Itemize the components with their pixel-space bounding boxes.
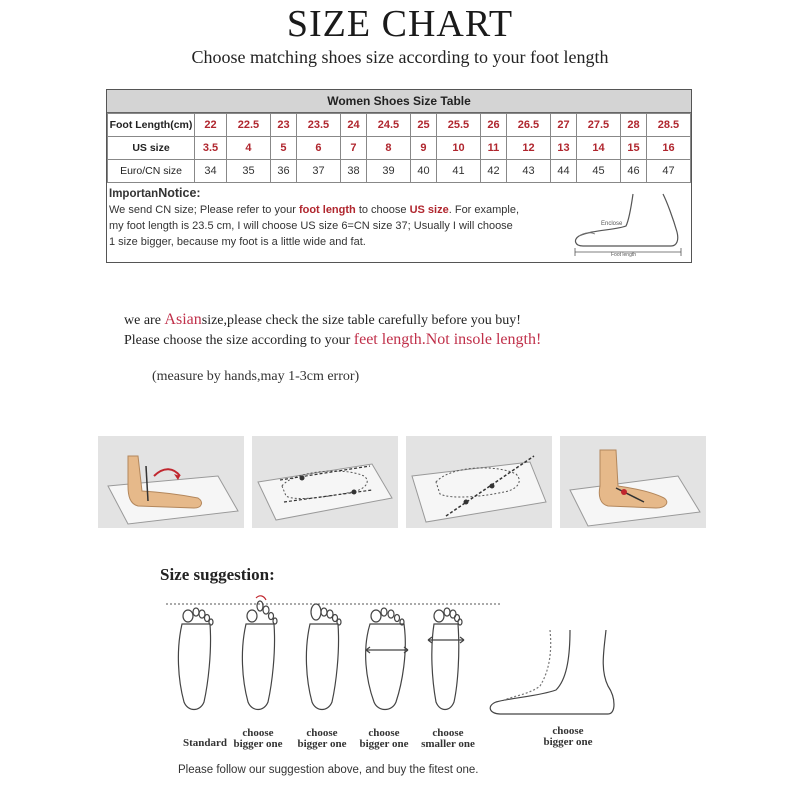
table-cell: 45 — [576, 160, 620, 183]
size-table — [106, 89, 692, 263]
table-cell: 34 — [195, 160, 227, 183]
size-suggestion-diagram — [160, 590, 630, 750]
table-cell: 44 — [550, 160, 576, 183]
notice-highlight-foot-length: foot length — [298, 204, 356, 216]
info-text: Please choose the size according to your — [124, 333, 354, 348]
table-cell: 28.5 — [646, 114, 690, 137]
foot-high-instep-icon — [490, 630, 614, 714]
page-title: SIZE CHART — [286, 3, 514, 45]
table-cell: 25.5 — [436, 114, 480, 137]
foot-big-toe-icon — [306, 604, 341, 710]
table-cell: 13 — [550, 137, 576, 160]
caption-smaller — [406, 728, 490, 750]
notice-highlight-us-size: US size — [409, 204, 449, 216]
caption-line: choose — [368, 727, 400, 739]
table-cell: 35 — [226, 160, 270, 183]
row-label-foot-length: Foot Length(cm) — [108, 114, 195, 137]
caption-line: choose — [242, 727, 274, 739]
table-cell: 24.5 — [366, 114, 410, 137]
table-cell: 23.5 — [296, 114, 340, 137]
asian-size-note — [124, 311, 521, 329]
notice-text: . For example, — [448, 204, 520, 216]
caption-line: bigger one — [297, 738, 347, 750]
info-highlight-feet-length: feet length.Not insole length! — [353, 331, 542, 348]
foot-wide-icon — [366, 608, 408, 710]
foot-long-toe-icon — [242, 596, 277, 710]
table-cell: 16 — [646, 137, 690, 160]
info-text: size,please check the size table carefully before you buy! — [201, 313, 521, 328]
caption-line: choose — [432, 727, 464, 739]
table-cell: 27 — [550, 114, 576, 137]
notice-block — [109, 185, 569, 250]
table-cell: 37 — [296, 160, 340, 183]
table-cell: 8 — [366, 137, 410, 160]
table-cell: 12 — [506, 137, 550, 160]
table-cell: 26 — [480, 114, 506, 137]
notice-line-2: my foot length is 23.5 cm, I will choose US size 6=CN size 37; Usually I will choose — [109, 220, 513, 232]
table-cell: 41 — [436, 160, 480, 183]
caption-line: bigger one — [233, 738, 283, 750]
caption-line: Standard — [182, 737, 228, 749]
table-cell: 42 — [480, 160, 506, 183]
photo-step-2 — [252, 436, 398, 528]
footer-note: Please follow our suggestion above, and buy the fitest one. — [178, 764, 479, 776]
choose-size-note — [124, 331, 541, 349]
table-cell: 39 — [366, 160, 410, 183]
notice-line-1 — [109, 202, 569, 218]
table-cell: 15 — [620, 137, 646, 160]
foot-measure-diagram — [571, 188, 687, 258]
table-cell: 28 — [620, 114, 646, 137]
notice-line-3: 1 size bigger, because my foot is a little wide and fat. — [109, 236, 366, 248]
size-suggestion-heading: Size suggestion: — [160, 565, 275, 584]
table-cell: 46 — [620, 160, 646, 183]
caption-line: smaller one — [421, 738, 475, 750]
notice-title-a: Importan — [109, 188, 159, 200]
notice-title-b: Notice: — [158, 186, 201, 200]
feet-outlines — [160, 590, 630, 720]
caption-line: bigger one — [359, 738, 409, 750]
table-cell: 47 — [646, 160, 690, 183]
measure-photo-strip — [98, 436, 706, 528]
table-cell: 38 — [340, 160, 366, 183]
caption-line: choose — [552, 725, 584, 737]
row-label-us-size: US size — [108, 137, 195, 160]
notice-title — [109, 185, 569, 202]
table-cell: 4 — [226, 137, 270, 160]
measure-note: (measure by hands,may 1-3cm error) — [152, 369, 360, 384]
table-cell: 3.5 — [195, 137, 227, 160]
table-cell: 14 — [576, 137, 620, 160]
caption-line: bigger one — [543, 736, 593, 748]
table-heading: Women Shoes Size Table — [107, 90, 691, 113]
page-subtitle: Choose matching shoes size according to your foot length — [191, 47, 609, 67]
table-cell: 5 — [270, 137, 296, 160]
photo-step-1 — [98, 436, 244, 528]
table-cell: 9 — [410, 137, 436, 160]
diagram-label-enclose: Enclose — [601, 221, 623, 227]
table-cell: 10 — [436, 137, 480, 160]
info-highlight-asian: Asian — [164, 311, 202, 328]
table-cell: 22.5 — [226, 114, 270, 137]
size-grid — [107, 113, 691, 183]
row-label-euro-cn-size: Euro/CN size — [108, 160, 195, 183]
notice-text: to choose — [355, 204, 410, 216]
diagram-label-foot-length: Foot length — [611, 252, 637, 258]
info-text: we are — [124, 313, 165, 328]
table-cell: 7 — [340, 137, 366, 160]
photo-step-3 — [406, 436, 552, 528]
table-cell: 27.5 — [576, 114, 620, 137]
table-cell: 22 — [195, 114, 227, 137]
table-cell: 25 — [410, 114, 436, 137]
foot-standard-icon — [178, 608, 213, 710]
photo-step-4 — [560, 436, 706, 528]
notice-text: We send CN size; Please refer to your — [109, 204, 299, 216]
table-cell: 6 — [296, 137, 340, 160]
table-row — [108, 114, 691, 137]
table-row — [108, 137, 691, 160]
table-cell: 26.5 — [506, 114, 550, 137]
caption-bigger-4 — [526, 726, 610, 748]
table-cell: 24 — [340, 114, 366, 137]
table-cell: 40 — [410, 160, 436, 183]
table-row — [108, 160, 691, 183]
caption-line: choose — [306, 727, 338, 739]
table-cell: 43 — [506, 160, 550, 183]
table-cell: 23 — [270, 114, 296, 137]
table-cell: 36 — [270, 160, 296, 183]
foot-narrow-icon — [428, 608, 464, 710]
table-cell: 11 — [480, 137, 506, 160]
